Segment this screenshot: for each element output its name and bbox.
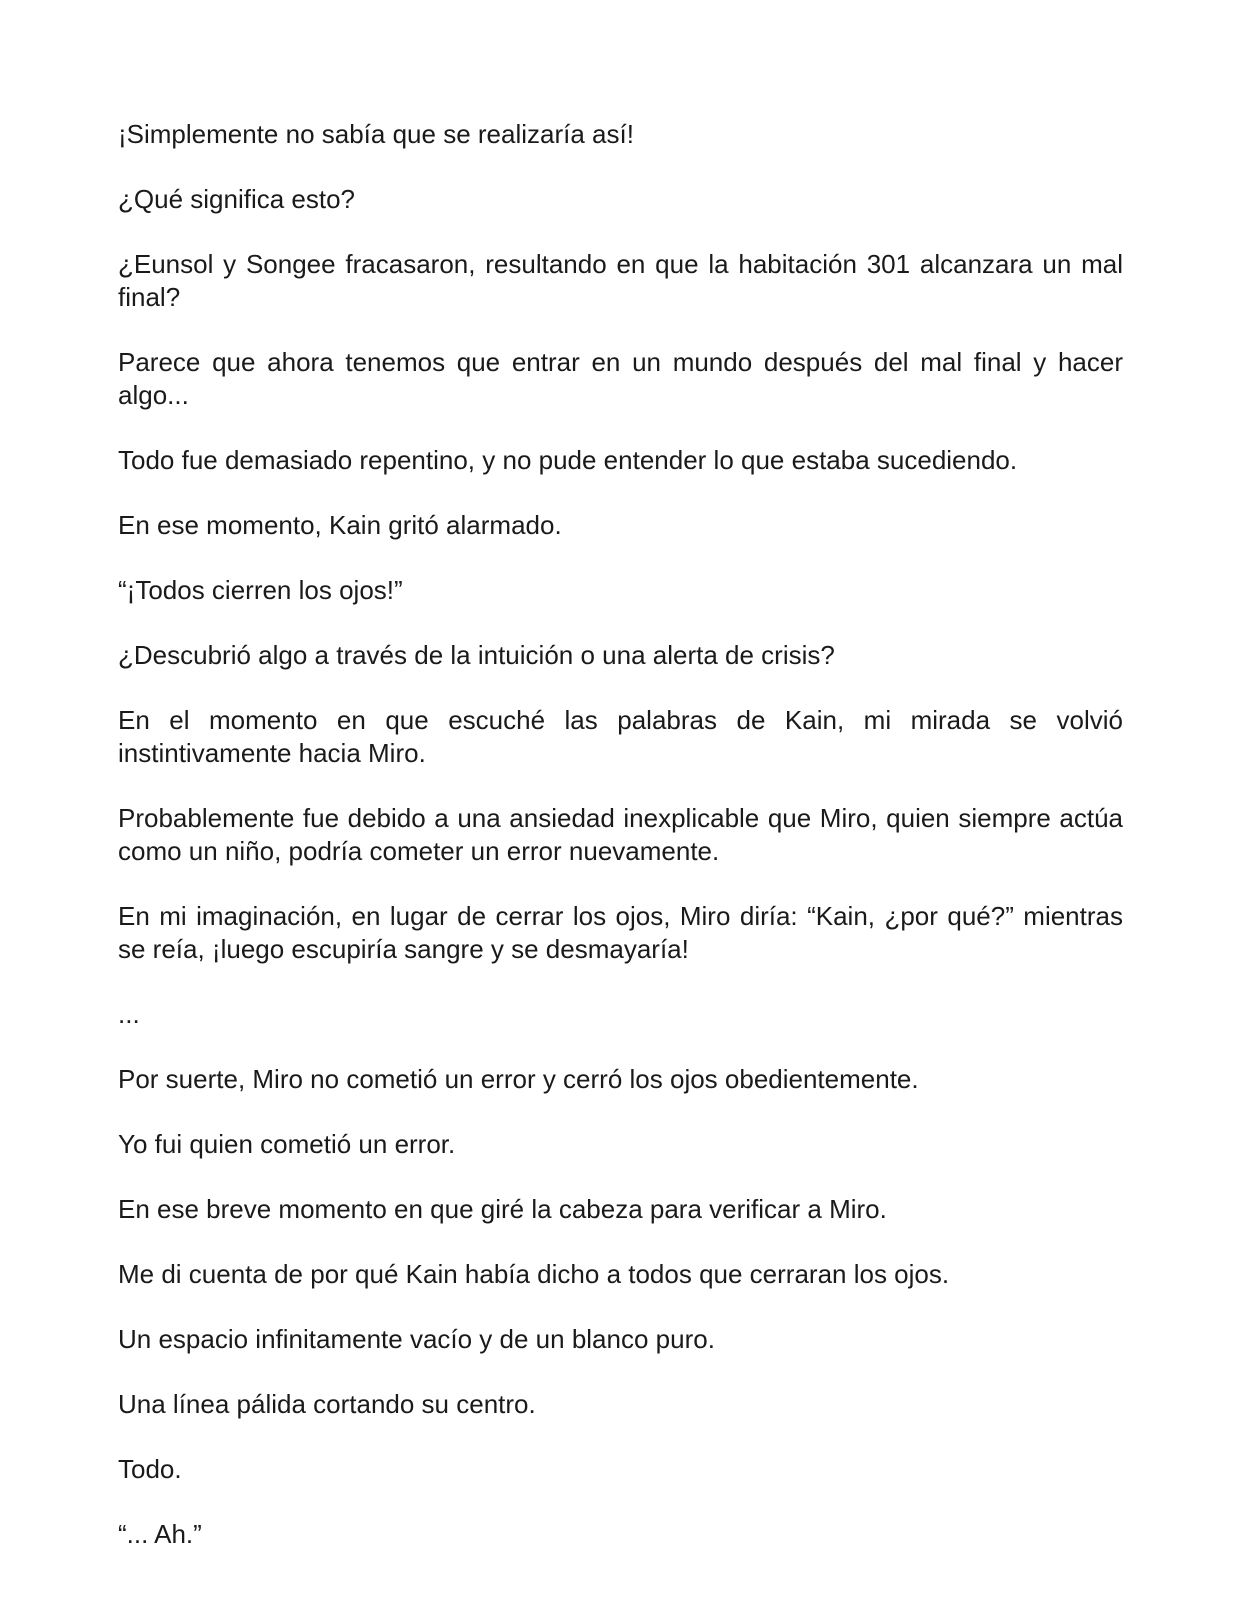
paragraph: Parece que ahora tenemos que entrar en un mundo después del mal final y hacer algo... xyxy=(118,347,1123,410)
paragraph: ¡Simplemente no sabía que se realizaría así! xyxy=(118,119,634,149)
paragraph: En mi imaginación, en lugar de cerrar los ojos, Miro diría: “Kain, ¿por qué?” mientras se reía, ¡luego escupiría sangre y se desmayaría! xyxy=(118,901,1123,964)
paragraph: En el momento en que escuché las palabras de Kain, mi mirada se volvió instintivamente hacia Miro. xyxy=(118,705,1123,768)
paragraph: ¿Qué significa esto? xyxy=(118,184,356,214)
paragraph: Yo fui quien cometió un error. xyxy=(118,1129,456,1159)
paragraph: ... xyxy=(118,999,140,1029)
paragraph: Una línea pálida cortando su centro. xyxy=(118,1389,536,1419)
paragraph: Un espacio infinitamente vacío y de un blanco puro. xyxy=(118,1324,715,1354)
paragraph: ¿Descubrió algo a través de la intuición o una alerta de crisis? xyxy=(118,640,835,670)
paragraph: “¡Todos cierren los ojos!” xyxy=(118,575,403,605)
paragraph: Todo. xyxy=(118,1454,182,1484)
paragraph: Por suerte, Miro no cometió un error y cerró los ojos obedientemente. xyxy=(118,1064,919,1094)
paragraph: En ese momento, Kain gritó alarmado. xyxy=(118,510,562,540)
paragraph: “... Ah.” xyxy=(118,1519,202,1549)
paragraph: En ese breve momento en que giré la cabeza para verificar a Miro. xyxy=(118,1194,887,1224)
paragraph: ¿Eunsol y Songee fracasaron, resultando en que la habitación 301 alcanzara un mal final? xyxy=(118,249,1123,312)
paragraph: Me di cuenta de por qué Kain había dicho a todos que cerraran los ojos. xyxy=(118,1259,950,1289)
paragraph: Probablemente fue debido a una ansiedad inexplicable que Miro, quien siempre actúa como un niño, podría cometer un error nuevamente. xyxy=(118,803,1123,866)
paragraph: Todo fue demasiado repentino, y no pude entender lo que estaba sucediendo. xyxy=(118,445,1018,475)
